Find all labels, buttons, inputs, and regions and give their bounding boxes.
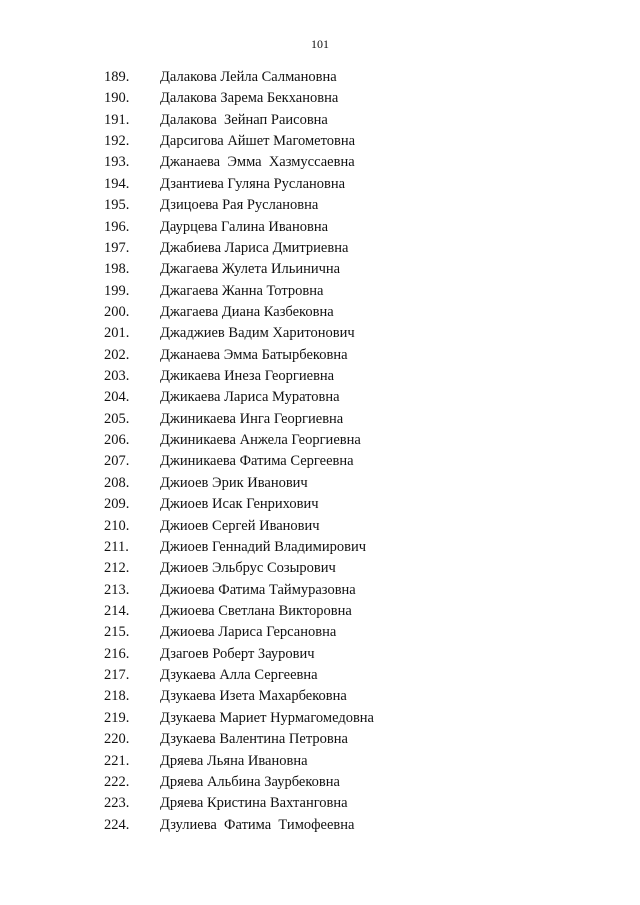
list-item	[0, 152, 640, 173]
item-number: 216.	[104, 645, 130, 662]
item-name: Джаджиев Вадим Харитонович	[160, 325, 355, 342]
item-number: 210.	[104, 517, 130, 534]
item-number: 221.	[104, 752, 130, 769]
list-item	[0, 751, 640, 772]
list-item	[0, 238, 640, 259]
item-number: 218.	[104, 688, 130, 705]
item-number: 212.	[104, 560, 130, 577]
item-number: 203.	[104, 368, 130, 385]
list-item	[0, 815, 640, 836]
item-name: Джиоева Лариса Герсановна	[160, 624, 337, 641]
item-name: Джанаева Эмма Батырбековна	[160, 346, 348, 363]
item-name: Джагаева Жанна Тотровна	[160, 282, 324, 299]
list-item	[0, 665, 640, 686]
item-number: 190.	[104, 90, 130, 107]
page-number: 101	[311, 37, 329, 51]
list-item	[0, 580, 640, 601]
list-item	[0, 558, 640, 579]
item-name: Дзулиева Фатима Тимофеевна	[160, 816, 355, 833]
item-name: Джабиева Лариса Дмитриевна	[160, 239, 349, 256]
item-name: Джиникаева Фатима Сергеевна	[160, 453, 354, 470]
item-number: 211.	[104, 538, 129, 555]
item-number: 205.	[104, 410, 130, 427]
item-number: 193.	[104, 154, 130, 171]
item-name: Джанаева Эмма Хазмуссаевна	[160, 154, 355, 171]
item-number: 213.	[104, 581, 130, 598]
item-number: 194.	[104, 175, 130, 192]
item-number: 224.	[104, 816, 130, 833]
item-name: Далакова Лейла Салмановна	[160, 69, 337, 85]
list-item	[0, 772, 640, 793]
item-name: Дряева Кристина Вахтанговна	[160, 795, 348, 812]
list-item	[0, 686, 640, 707]
item-name: Джиоева Светлана Викторовна	[160, 602, 352, 619]
list-item	[0, 430, 640, 451]
item-name: Дарсигова Айшет Магометовна	[160, 133, 356, 150]
item-name: Джагаева Жулета Ильинична	[160, 261, 341, 278]
item-number: 191.	[104, 111, 130, 128]
item-name: Дзукаева Валентина Петровна	[160, 731, 348, 748]
item-name: Далакова Зейнап Раисовна	[160, 111, 328, 128]
item-name: Джикаева Лариса Муратовна	[160, 389, 340, 406]
item-name: Дзукаева Изета Махарбековна	[160, 688, 347, 705]
item-name: Дзицоева Рая Руслановна	[160, 197, 319, 214]
list-item	[0, 793, 640, 814]
list-item	[0, 451, 640, 472]
item-name: Джиникаева Инга Георгиевна	[160, 410, 344, 427]
item-name: Джиоев Геннадий Владимирович	[160, 538, 367, 555]
list-item	[0, 409, 640, 430]
item-number: 207.	[104, 453, 130, 470]
item-name: Дзагоев Роберт Заурович	[160, 645, 315, 662]
list-item	[0, 387, 640, 408]
item-number: 189.	[104, 69, 130, 85]
list-item	[0, 494, 640, 515]
item-name: Дзукаева Мариет Нурмагомедовна	[160, 709, 374, 726]
item-name: Джиоев Эрик Иванович	[160, 474, 308, 491]
list-item	[0, 537, 640, 558]
list-item	[0, 622, 640, 643]
item-number: 204.	[104, 389, 130, 406]
list-item	[0, 473, 640, 494]
list-item	[0, 110, 640, 131]
list-item	[0, 88, 640, 109]
item-name: Дзукаева Алла Сергеевна	[160, 667, 318, 684]
item-number: 198.	[104, 261, 130, 278]
item-number: 223.	[104, 795, 130, 812]
list-item	[0, 366, 640, 387]
item-name: Дряева Льяна Ивановна	[160, 752, 308, 769]
item-name: Джиоев Исак Генрихович	[160, 496, 319, 513]
list-item	[0, 644, 640, 665]
item-number: 206.	[104, 432, 130, 449]
item-number: 220.	[104, 731, 130, 748]
name-list	[0, 67, 640, 836]
item-name: Джиоева Фатима Таймуразовна	[160, 581, 356, 598]
item-number: 222.	[104, 773, 130, 790]
list-item	[0, 217, 640, 238]
item-number: 196.	[104, 218, 130, 235]
item-number: 197.	[104, 239, 130, 256]
item-number: 199.	[104, 282, 130, 299]
item-name: Дряева Альбина Заурбековна	[160, 773, 340, 790]
item-number: 202.	[104, 346, 130, 363]
list-item	[0, 729, 640, 750]
item-number: 195.	[104, 197, 130, 214]
item-number: 214.	[104, 602, 130, 619]
list-item	[0, 345, 640, 366]
list-item	[0, 708, 640, 729]
item-number: 209.	[104, 496, 130, 513]
list-item	[0, 281, 640, 302]
item-number: 215.	[104, 624, 130, 641]
item-name: Джиоев Эльбрус Созырович	[160, 560, 336, 577]
item-name: Джагаева Диана Казбековна	[160, 303, 334, 320]
item-name: Джикаева Инеза Георгиевна	[160, 368, 335, 385]
list-item	[0, 174, 640, 195]
item-number: 208.	[104, 474, 130, 491]
item-name: Далакова Зарема Бекхановна	[160, 90, 339, 107]
item-name: Джиникаева Анжела Георгиевна	[160, 432, 361, 449]
list-item	[0, 323, 640, 344]
item-number: 200.	[104, 303, 130, 320]
item-number: 219.	[104, 709, 130, 726]
item-number: 201.	[104, 325, 130, 342]
list-item	[0, 259, 640, 280]
list-item	[0, 67, 640, 88]
item-name: Дзантиева Гуляна Руслановна	[160, 175, 346, 192]
item-name: Даурцева Галина Ивановна	[160, 218, 329, 235]
list-item	[0, 516, 640, 537]
item-name: Джиоев Сергей Иванович	[160, 517, 320, 534]
list-item	[0, 195, 640, 216]
item-number: 217.	[104, 667, 130, 684]
item-number: 192.	[104, 133, 130, 150]
list-item	[0, 131, 640, 152]
list-item	[0, 302, 640, 323]
list-item	[0, 601, 640, 622]
